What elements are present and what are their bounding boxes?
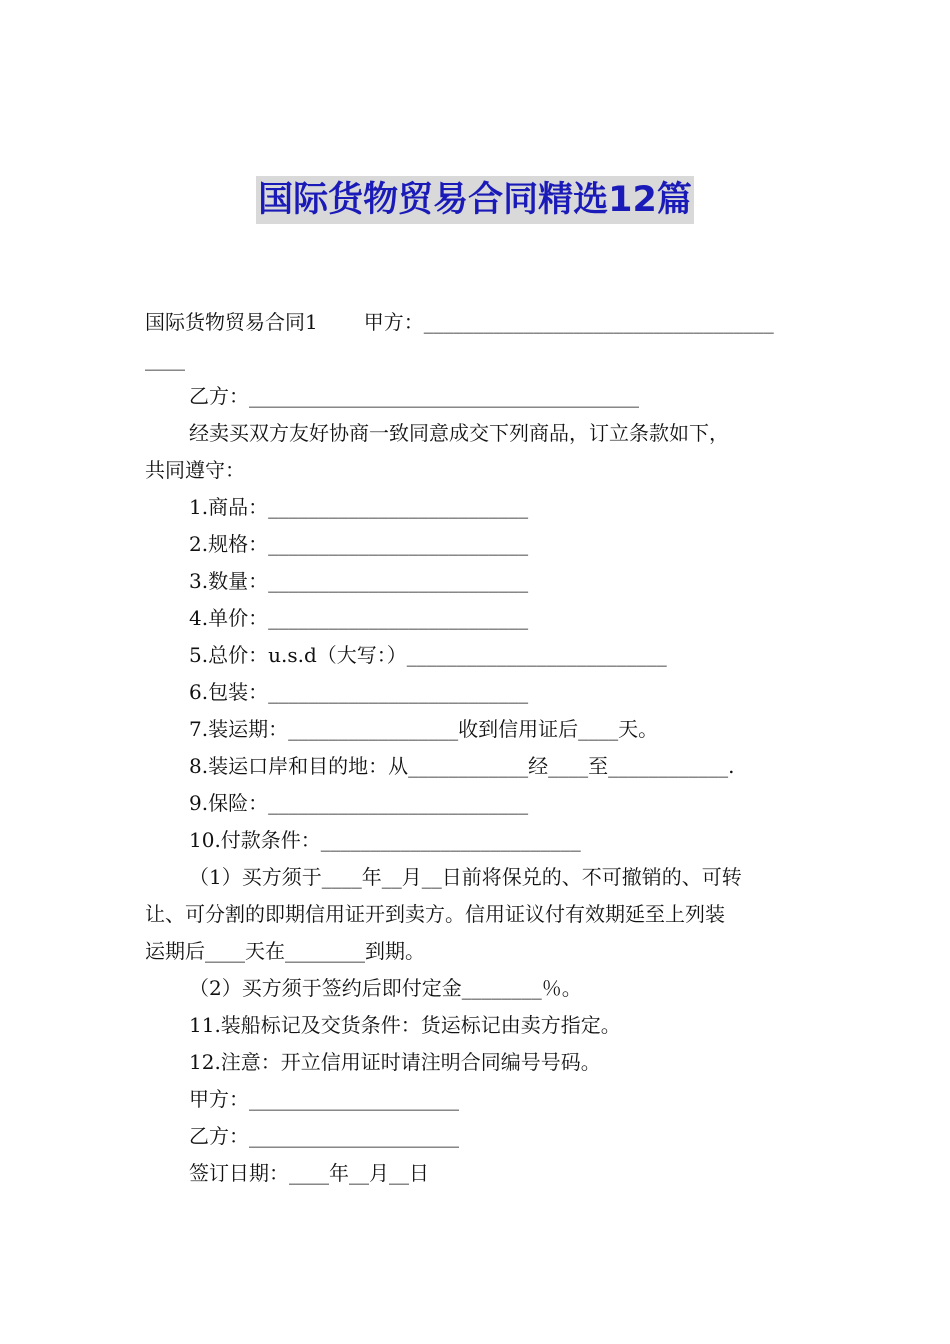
contract-body <box>145 304 810 1192</box>
signing-date: 签订日期：____年__月__日 <box>189 1161 429 1185</box>
clause-total-price: 5.总价：u.s.d（大写：）__________________________ <box>189 643 667 667</box>
party-a-field-continued: ____ <box>145 347 185 371</box>
intro-paragraph-line-2: 共同遵守： <box>145 458 245 482</box>
clause-shipment-period: 7.装运期：_________________收到信用证后____天。 <box>189 717 659 741</box>
clause-specification: 2.规格：__________________________ <box>189 532 529 556</box>
signature-party-b: 乙方：_____________________ <box>189 1124 459 1148</box>
clause-note: 12.注意：开立信用证时请注明合同编号号码。 <box>189 1050 601 1074</box>
clause-shipping-marks: 11.装船标记及交货条件：货运标记由卖方指定。 <box>189 1013 621 1037</box>
payment-subclause-1-line-2: 让、可分割的即期信用证开到卖方。信用证议付有效期延至上列装 <box>145 902 725 926</box>
party-b-field: 乙方：_______________________________________ <box>189 384 639 408</box>
intro-paragraph-line-1: 经卖买双方友好协商一致同意成交下列商品，订立条款如下， <box>189 421 729 445</box>
document-title: 国际货物贸易合同精选12篇 <box>256 176 694 224</box>
party-a-field: 甲方：___________________________________ <box>363 310 774 334</box>
clause-payment-terms: 10.付款条件：__________________________ <box>189 828 581 852</box>
payment-subclause-1-line-3: 运期后____天在________到期。 <box>145 939 425 963</box>
clause-unit-price: 4.单价：__________________________ <box>189 606 529 630</box>
clause-goods: 1.商品：__________________________ <box>189 495 529 519</box>
clause-insurance: 9.保险：__________________________ <box>189 791 529 815</box>
payment-subclause-1-line-1: （1）买方须于____年__月__日前将保兑的、不可撤销的、可转 <box>189 865 742 889</box>
payment-subclause-2: （2）买方须于签约后即付定金________％。 <box>189 976 582 1000</box>
contract-heading-line <box>145 304 810 341</box>
title-container <box>0 176 950 224</box>
clause-ports: 8.装运口岸和目的地：从____________经____至____________. <box>189 754 735 778</box>
contract-number: 国际货物贸易合同1 <box>145 310 318 334</box>
clause-packing: 6.包装：__________________________ <box>189 680 529 704</box>
clause-quantity: 3.数量：__________________________ <box>189 569 529 593</box>
signature-party-a: 甲方：_____________________ <box>189 1087 459 1111</box>
